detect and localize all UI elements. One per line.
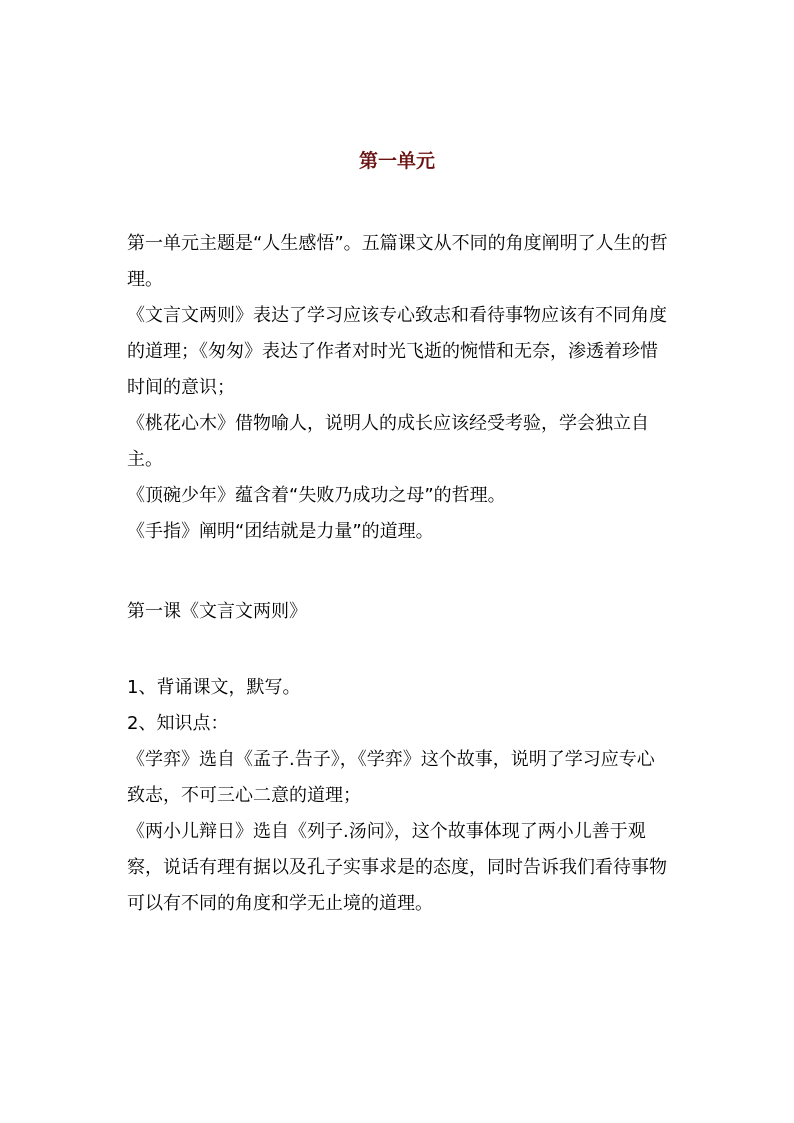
lesson-summary-shouzhi: 《手指》阐明“团结就是力量”的道理。 — [127, 521, 434, 542]
lesson-summary-dingwan: 《顶碗少年》蕴含着“失败乃成功之母”的哲理。 — [127, 485, 506, 506]
spacer — [127, 550, 672, 594]
unit-theme-paragraph: 第一单元主题是“人生感悟”。五篇课文从不同的角度阐明了人生的哲理。 — [127, 233, 668, 290]
lesson-summary-wenyanwen: 《文言文两则》表达了学习应该专心致志和看待事物应该有不同角度的道理；《匆匆》表达了作者对时光飞逝的惋惜和无奈，渗透着珍惜时间的意识； — [127, 305, 667, 398]
unit-title: 第一单元 — [358, 150, 435, 172]
lesson-summary-taohuaxinmu: 《桃花心木》借物喻人，说明人的成长应该经受考验，学会独立自主。 — [127, 413, 649, 470]
knowledge-xueyi: 《学弈》选自《孟子.告子》，《学弈》这个故事，说明了学习应专心致志，不可三心二意的道理； — [127, 749, 655, 806]
knowledge-liangxiaoer: 《两小儿辩日》选自《列子.汤问》，这个故事体现了两小儿善于观察，说话有理有据以及孔子实事求是的态度，同时告诉我们看待事物可以有不同的角度和学无止境的道理。 — [127, 821, 667, 914]
document-body — [127, 226, 672, 922]
spacer — [127, 630, 672, 670]
list-item-knowledge: 2、知识点： — [127, 713, 229, 734]
list-item-recite: 1、背诵课文，默写。 — [127, 677, 301, 698]
lesson-heading: 第一课《文言文两则》 — [127, 601, 307, 622]
